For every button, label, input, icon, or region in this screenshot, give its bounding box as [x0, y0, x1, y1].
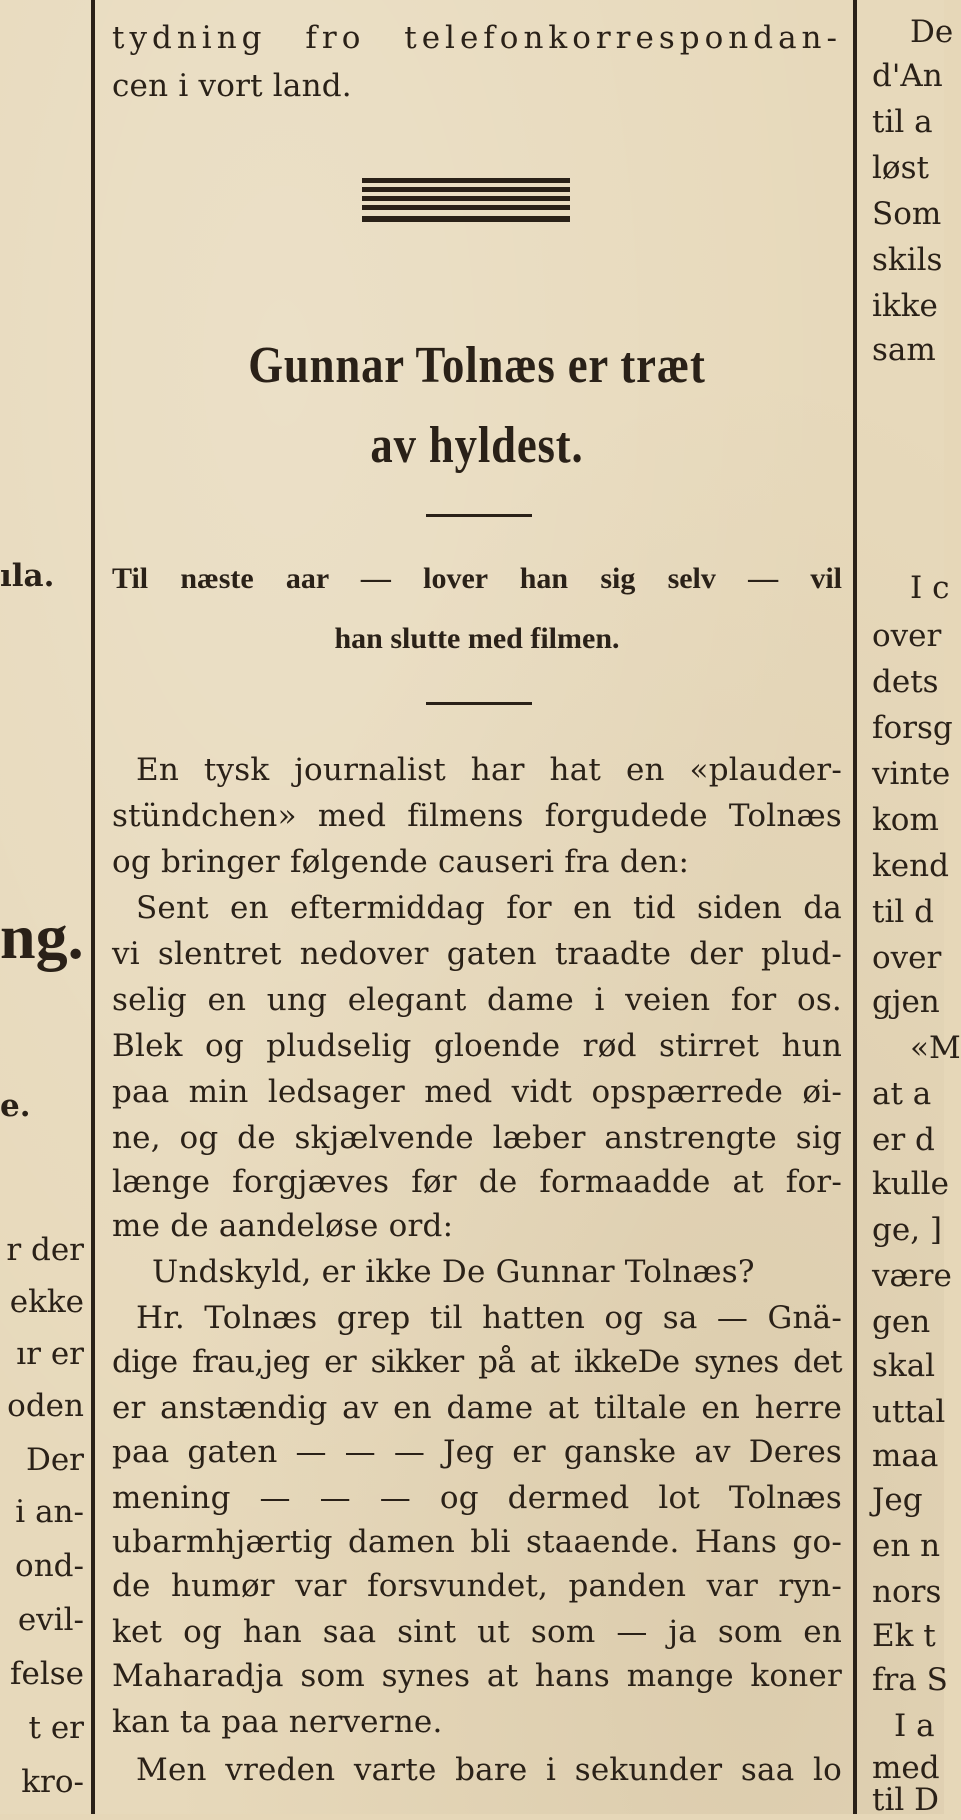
article-line: selig en ung elegant dame i veien for os.: [112, 982, 842, 1018]
left-line: ond-: [15, 1548, 84, 1584]
left-line: Der: [25, 1442, 84, 1478]
article-line: En tysk journalist har hat en «plauder-: [136, 752, 842, 788]
article-line: dige frau,jeg er sikker på at ikkeDe synes det: [112, 1344, 842, 1380]
right-line: sam: [872, 332, 936, 368]
column-rule-left: [91, 0, 95, 1814]
left-line: kro-: [21, 1764, 84, 1800]
right-line: I a: [894, 1708, 935, 1744]
article-line: cen i vort land.: [112, 68, 352, 104]
right-line: Jeg: [872, 1482, 923, 1518]
right-column: [866, 0, 961, 1818]
right-line: over: [872, 940, 942, 976]
right-line: til a: [872, 104, 933, 140]
article-line: paa gaten — — — Jeg er ganske av Deres: [112, 1434, 842, 1470]
right-line: d'An: [872, 58, 943, 94]
right-line: fra S: [872, 1662, 948, 1698]
article-headline: av hyldest.: [370, 417, 584, 474]
article-line: ket og han saa sint ut som — ja som en: [112, 1614, 842, 1650]
right-line: skal: [872, 1348, 936, 1384]
article-line: Blek og pludselig gloende rød stirret hun: [112, 1028, 842, 1064]
right-line: forsg: [872, 710, 953, 746]
article-line: stündchen» med filmens forgudede Tolnæs: [112, 798, 842, 834]
left-heading-fragment: ng.: [0, 901, 84, 972]
right-line: kend: [872, 848, 949, 884]
article-headline: Gunnar Tolnæs er træt: [248, 337, 706, 394]
right-line: vinte: [872, 756, 951, 792]
article-column: [108, 0, 846, 1814]
right-line: kulle: [872, 1166, 949, 1202]
left-column: [0, 0, 88, 1814]
left-line: e.: [0, 1088, 31, 1124]
article-line: kan ta paa nerverne.: [112, 1704, 443, 1740]
article-line: og bringer følgende causeri fra den:: [112, 844, 690, 880]
right-line: maa: [872, 1438, 939, 1474]
article-line: Sent en eftermiddag for en tid siden da: [136, 890, 842, 926]
article-line: paa min ledsager med vidt opspærrede øi-: [112, 1074, 842, 1110]
article-line: ne, og de skjælvende læber anstrengte sig: [112, 1120, 842, 1156]
column-rule-right: [853, 0, 857, 1814]
subheadline-rule: [426, 702, 532, 705]
article-line: er anstændig av en dame at tiltale en herre: [112, 1390, 842, 1426]
article-line: Hr. Tolnæs grep til hatten og sa — Gnä-: [136, 1300, 842, 1336]
article-line: me de aandeløse ord:: [112, 1208, 454, 1244]
right-line: over: [872, 618, 942, 654]
right-line: til d: [872, 894, 934, 930]
right-line: være: [872, 1258, 952, 1294]
left-line: evil-: [17, 1602, 84, 1638]
right-line: uttal: [872, 1394, 946, 1430]
right-line: ikke: [872, 288, 938, 324]
left-line: ekke: [9, 1284, 84, 1320]
right-line: er d: [872, 1122, 935, 1158]
right-line: De: [910, 14, 954, 50]
right-line: kom: [872, 802, 939, 838]
article-line: ubarmhjærtig damen bli staaende. Hans go-: [112, 1524, 842, 1560]
right-line: gjen: [872, 984, 940, 1020]
right-line: ge, ]: [872, 1212, 942, 1248]
article-subheadline: Til næste aar — lover han sig selv — vil: [112, 562, 842, 595]
right-line: til D: [872, 1782, 939, 1818]
article-line: vi slentret nedover gaten traadte der plud-: [112, 936, 842, 972]
right-line: dets: [872, 664, 939, 700]
right-line: med: [872, 1750, 940, 1786]
section-divider-ornament: [362, 178, 570, 224]
headline-rule: [426, 514, 532, 517]
article-line: længe forgjæves før de formaadde at for-: [112, 1164, 842, 1200]
left-line: ıla.: [0, 558, 55, 594]
article-line: tydning fro telefonkorrespondan-: [112, 20, 842, 56]
right-line: skils: [872, 242, 943, 278]
right-line: gen: [872, 1304, 931, 1340]
right-line: nors: [872, 1574, 942, 1610]
article-subheadline: han slutte med filmen.: [334, 622, 620, 655]
right-line: «M: [910, 1030, 961, 1066]
right-line: at a: [872, 1076, 932, 1112]
right-line: Som: [872, 196, 942, 232]
right-line: I c: [910, 570, 950, 606]
article-line: mening — — — og dermed lot Tolnæs: [112, 1480, 842, 1516]
right-line: Ek t: [872, 1618, 936, 1654]
article-line: Maharadja som synes at hans mange koner: [112, 1658, 842, 1694]
right-line: løst: [872, 150, 929, 186]
left-line: r der: [6, 1232, 84, 1268]
left-line: ır er: [16, 1336, 84, 1372]
article-line: de humør var forsvundet, panden var ryn-: [112, 1568, 842, 1604]
article-line: Men vreden varte bare i sekunder saa lo: [136, 1752, 842, 1788]
right-line: en n: [872, 1528, 941, 1564]
left-line: i an-: [15, 1494, 84, 1530]
left-line: felse: [10, 1656, 84, 1692]
left-line: oden: [7, 1388, 84, 1424]
article-line: Undskyld, er ikke De Gunnar Tolnæs?: [152, 1254, 755, 1290]
left-line: t er: [28, 1710, 84, 1746]
